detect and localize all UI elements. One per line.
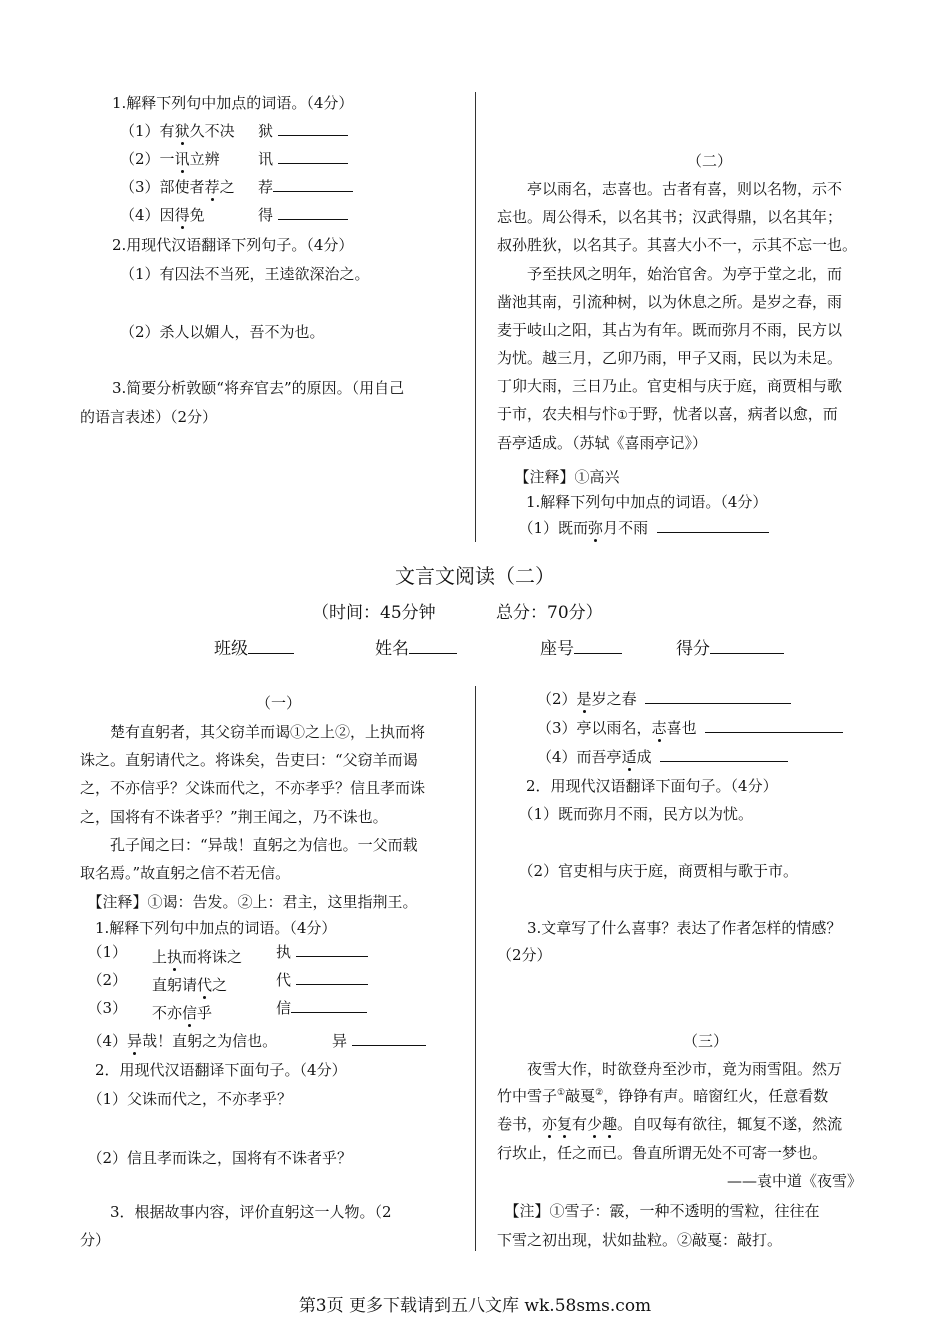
answer-blank[interactable]: [296, 970, 368, 985]
lr-question-2-label: 2．用现代汉语翻译下面句子。（4分）: [511, 777, 778, 795]
passage-text: 敲戛: [565, 1087, 596, 1105]
item-post: 之: [219, 178, 235, 196]
answer-word: 讯: [258, 150, 274, 168]
passage-text: 。自叹每有欲往，辄复不遂，然流: [617, 1115, 843, 1133]
answer-word: 代: [276, 971, 292, 989]
ll-answer-1: [276, 941, 368, 962]
note-marker: ②: [595, 1088, 604, 1098]
passage-2-source: 吾亭适成。（苏轼《喜雨亭记》）: [497, 434, 708, 452]
ll-item-1-text: [152, 946, 242, 967]
item-num: （4）: [120, 206, 160, 224]
ll-answer-2: [276, 969, 368, 990]
passage-1-line: 诛之。直躬请代之。将诛矣，告吏曰：“父窃羊而谒: [80, 751, 418, 769]
item-num: （3）: [80, 999, 128, 1017]
time-info: （时间：45分钟: [312, 603, 436, 623]
page-footer: 第3页 更多下载请到五八文库 wk.58sms.com: [298, 1296, 652, 1316]
item-pre: 上: [152, 948, 168, 966]
lr-item-4: [537, 746, 788, 767]
note-1: 【注释】①谒：告发。②上：君主，这里指荆王。: [80, 893, 418, 911]
ll-question-2-label: 2．用现代汉语翻译下面句子。（4分）: [80, 1061, 347, 1079]
score-label: 得分: [676, 639, 710, 659]
item-post: 月不雨: [603, 519, 649, 537]
answer-word: 异: [332, 1032, 348, 1050]
dotted-word: 荐: [204, 178, 220, 196]
section-heading-1: （一）: [256, 694, 302, 712]
answer-word: 荐: [258, 178, 274, 196]
passage-3-source: ——袁中道《夜雪》: [727, 1172, 863, 1190]
answer-blank[interactable]: [645, 689, 791, 704]
passage-3-line: 卷书，亦复有少趣。自叹每有欲往，辄复不遂，然流: [497, 1115, 843, 1133]
question-3-line-2: 的语言表述）（2分）: [80, 408, 218, 426]
passage-1-line: 之，不亦信乎？父诛而代之，不亦孝乎？信且孝而诛: [80, 779, 426, 797]
answer-word: 信: [276, 999, 292, 1017]
item-post: 哉！直躬之为信也。: [142, 1032, 278, 1050]
dotted-word: 狱: [174, 122, 190, 140]
passage-1-line: 取名焉。”故直躬之信不若无信。: [80, 864, 291, 882]
lr-item-3: [537, 717, 843, 738]
question-2-2: （2）杀人以媚人，吾不为也。: [120, 323, 325, 341]
dotted-word: 异: [127, 1032, 143, 1050]
item-pre: 因: [159, 206, 175, 224]
passage-text: 于市，农夫相与忭: [497, 405, 618, 423]
item-post: 成: [636, 748, 652, 766]
passage-2-line: 忘也。周公得禾，以名其书；汉武得鼎，以名其年；: [497, 208, 843, 226]
ll-question-3-line-2: 分）: [80, 1231, 111, 1249]
question-2-label: 2.用现代汉语翻译下列句子。（4分）: [112, 236, 354, 254]
note-3-line: 【注】①雪子：霰，一种不透明的雪粒，往往在: [497, 1202, 820, 1220]
ll-item-3-text: [152, 1002, 212, 1023]
answer-word: 狱: [258, 122, 274, 140]
class-label: 班级: [214, 639, 248, 659]
item-pre: 有: [159, 122, 175, 140]
item-num: （3）: [537, 719, 577, 737]
dotted-word: 执: [167, 948, 183, 966]
passage-2-line: 亭以雨名，志喜也。古者有喜，则以名物，示不: [497, 180, 843, 198]
lr-question-3-line-2: （2分）: [497, 946, 552, 964]
note-2: 【注释】①高兴: [507, 468, 620, 486]
answer-blank[interactable]: [352, 1031, 426, 1046]
ll-item-2: [80, 969, 127, 990]
answer-word: 得: [258, 206, 274, 224]
ll-item-2-text: [152, 974, 227, 995]
passage-text: 卷书，: [497, 1115, 543, 1133]
dotted-word: 适: [621, 748, 637, 766]
item-post: 免: [189, 206, 205, 224]
item-pre: 而吾亭: [576, 748, 622, 766]
item-pre: 不亦: [152, 1004, 183, 1022]
item-post: 而将诛之: [182, 948, 243, 966]
passage-2-line: 丁卯大雨，三日乃止。官吏相与庆于庭，商贾相与歌: [497, 377, 843, 395]
item-num: （2）: [537, 690, 577, 708]
section-heading-2: （二）: [687, 152, 733, 170]
answer-blank[interactable]: [291, 998, 367, 1013]
passage-2-line: 叔孙胜狄，以名其子。其喜大小不一，示其不忘一也。: [497, 236, 858, 254]
passage-3-line: [497, 1085, 828, 1106]
item-post: 久不决: [189, 122, 235, 140]
item-pre: （1）既而: [511, 519, 589, 537]
item-num: （2）: [80, 971, 128, 989]
ll-item-4: [80, 1030, 277, 1051]
note-marker: ①: [617, 408, 628, 422]
passage-2-line: 为忧。越三月，乙卯乃雨，甲子又雨，民以为未足。: [497, 349, 843, 367]
dotted-word: 信: [182, 1004, 198, 1022]
passage-3-line: 夜雪大作，时欲登舟至沙市，竟为雨雪阻。然万: [497, 1060, 843, 1078]
ll-question-2-1: （1）父诛而代之，不亦孝乎？: [80, 1090, 293, 1108]
name-label: 姓名: [375, 639, 409, 659]
ll-question-2-2: （2）信且孝而诛之，国将有不诛者乎？: [80, 1149, 353, 1167]
passage-1-line: 之，国将有不诛者乎？”荆王闻之，乃不诛也。: [80, 808, 388, 826]
dotted-word: 志: [651, 719, 667, 737]
lower-right-section: [497, 0, 889, 1260]
answer-blank[interactable]: [660, 747, 788, 762]
note-3-line: 下雪之初出现，状如盐粒。②敲戛：敲打。: [497, 1231, 783, 1249]
dotted-word: 代: [197, 976, 213, 994]
question-2-1: （1）有囚法不当死，王逵欲深治之。: [120, 265, 370, 283]
lr-question-2-2: （2）官吏相与庆于庭，商贾相与歌于市。: [511, 862, 799, 880]
seat-label: 座号: [540, 639, 574, 659]
lr-question-2-1: （1）既而弥月不雨，民方以为忧。: [511, 805, 754, 823]
item-num: （2）: [120, 150, 160, 168]
ll-question-3-line-1: 3．根据故事内容，评价直躬这一人物。（2: [80, 1203, 392, 1221]
answer-blank[interactable]: [705, 718, 843, 733]
lr-question-3-line-1: 3.文章写了什么喜事？表达了作者怎样的情感？: [497, 919, 842, 937]
item-num: （1）: [120, 122, 160, 140]
passage-text: 于野，忧者以喜，病者以愈，而: [627, 405, 838, 423]
passage-text: ，铮铮有声。暗窗红火，任意看数: [603, 1087, 829, 1105]
item-num: （1）: [80, 943, 128, 961]
dotted-word: 讯: [174, 150, 190, 168]
item-post: 之: [212, 976, 228, 994]
item-num: （4）: [537, 748, 577, 766]
total-score-info: 总分：70分）: [496, 603, 603, 623]
ll-question-1-label: 1.解释下列句中加点的词语。（4分）: [80, 919, 337, 937]
question-3-line-1: 3.简要分析敦颐“将弃官去”的原因。（用自己: [112, 379, 405, 397]
passage-2-line: 麦于岐山之阳，其占为有年。既而弥月不雨，民方以: [497, 321, 843, 339]
item-pre: 部使者: [159, 178, 205, 196]
ur-question-1-label: 1.解释下列句中加点的词语。（4分）: [511, 493, 768, 511]
item-post: 乎: [197, 1004, 213, 1022]
passage-text: 竹中雪子: [497, 1087, 558, 1105]
ll-item-1: [80, 941, 127, 962]
passage-2-line: 凿池其南，引流种树，以为休息之所。是岁之春，雨: [497, 293, 843, 311]
dotted-word: 弥: [588, 519, 604, 537]
lr-item-2: （2）是岁之春: [537, 688, 791, 709]
page-title: 文言文阅读（二）: [395, 564, 555, 588]
question-1-label: 1.解释下列句中加点的词语。（4分）: [112, 94, 354, 112]
column-divider-lower: [475, 686, 476, 1251]
answer-blank[interactable]: [296, 942, 368, 957]
ll-answer-4: [332, 1030, 426, 1051]
column-divider-upper: [475, 92, 476, 542]
passage-1-line: 孔子闻之曰：“异哉！直躬之为信也。一父而载: [80, 836, 418, 854]
section-heading-3: （三）: [683, 1032, 729, 1050]
ll-answer-3: [276, 997, 367, 1018]
dotted-word: 得: [174, 206, 190, 224]
item-pre: 直躬请: [152, 976, 198, 994]
item-post: 喜也: [666, 719, 697, 737]
passage-1-line: 楚有直躬者，其父窃羊而谒①之上②，上执而将: [80, 723, 426, 741]
passage-2-line: 予至扶风之明年，始治官舍。为亭于堂之北，而: [497, 265, 843, 283]
note-marker: ①: [557, 1088, 566, 1098]
item-num: （3）: [120, 178, 160, 196]
lower-left-section: [80, 0, 472, 1260]
item-pre: 亭以雨名，: [576, 719, 652, 737]
passage-3-line: 行坎止，任之而已。鲁直所谓无处不可寄一梦也。: [497, 1144, 828, 1162]
item-post: 立辨: [189, 150, 220, 168]
ll-item-3: [80, 997, 127, 1018]
item-num: （4）: [80, 1032, 128, 1050]
item-pre: 一: [159, 150, 175, 168]
answer-word: 执: [276, 943, 292, 961]
